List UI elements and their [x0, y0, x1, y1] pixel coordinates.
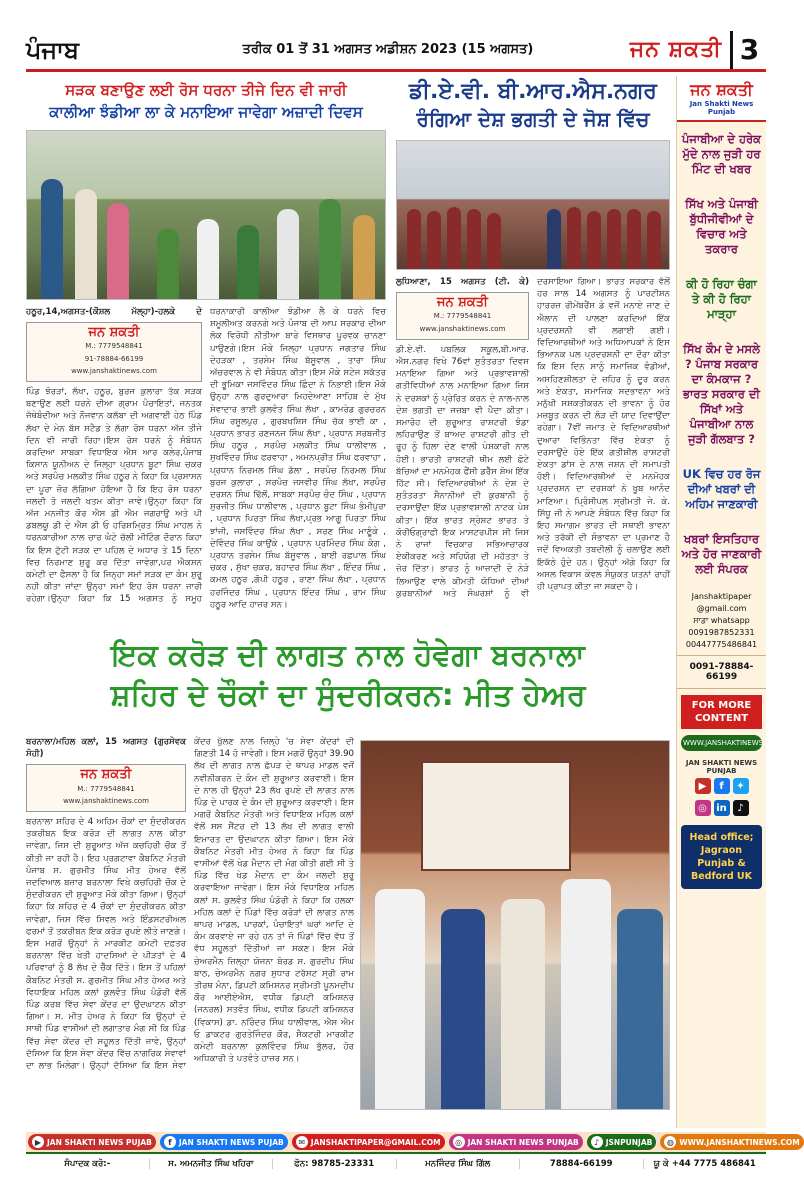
footer-contact-cell: ਯੂ ਕੇ +44 7775 486841	[653, 1159, 756, 1169]
inline-ad-3-web: www.janshaktinews.com	[63, 796, 149, 805]
inline-ad-brand: ਜਨ ਸ਼ਕਤੀ	[88, 325, 140, 341]
sidebar-whatsapp-2: 00447775486841	[685, 640, 758, 649]
footer-social-label: JAN SHAKTI NEWS PUJAB	[47, 1137, 152, 1147]
sidebar-brand-name: ਜਨ ਸ਼ਕਤੀ	[690, 80, 753, 99]
footer-social-icon: ♪	[591, 1136, 603, 1148]
story-dav-headline: ਡੀ.ਏ.ਵੀ. ਬੀ.ਆਰ.ਐਸ.ਨਗਰ	[409, 79, 657, 104]
sidebar-promo-4: ਸਿੱਖ ਕੌਮ ਦੇ ਮਸਲੇ ? ਪੰਜਾਬ ਸਰਕਾਰ ਦਾ ਕੰਮਕਾਜ ? ਭਾਰਤ ਸਰਕਾਰ ਦੀ ਸਿੱਖਾਂ ਅਤੇ ਪੰਜਾਬੀਆ ਨਾਲ ਜੁੜੀ ਗੱਲਬਾਤ ?	[683, 342, 760, 446]
footer-social-row	[26, 1132, 800, 1152]
sidebar-contact	[677, 587, 766, 655]
story-protest-headline: ਸੜਕ ਬਣਾਉਣ ਲਈ ਰੋਸ ਧਰਨਾ ਤੀਜੇ ਦਿਨ ਵੀ ਜਾਰੀ	[65, 81, 347, 99]
story-barnala-headline-block	[26, 636, 670, 716]
twitter-icon[interactable]: ✦	[733, 778, 749, 794]
story-barnala-body	[26, 736, 354, 1128]
social-icons	[677, 775, 766, 797]
dateline: ਤਰੀਕ 01 ਤੋਂ 31 ਅਗਸਤ ਅਡੀਸ਼ਨ 2023 (15 ਅਗਸਤ)	[242, 42, 534, 57]
story-protest-subheadline: ਕਾਲੀਆ ਝੰਡੀਆ ਲਾ ਕੇ ਮਨਾਇਆ ਜਾਵੇਗਾ ਅਜ਼ਾਦੀ ਦਿਵਸ	[49, 103, 363, 121]
footer-social-icon: f	[164, 1136, 176, 1148]
story-barnala-lead: ਬਰਨਾਲਾ/ਮਹਿਲ ਕਲਾਂ, 15 ਅਗਸਤ (ਗੁਰਸੇਵਕ ਸੋਹੀ)	[26, 737, 186, 760]
page-number: 3	[730, 31, 766, 69]
inline-ad-2-brand: ਜਨ ਸ਼ਕਤੀ	[437, 295, 488, 311]
sidebar-whatsapp-1: 0091987852331	[688, 628, 755, 637]
sidebar-email[interactable]: Janshaktipaper @gmail.com	[691, 592, 752, 613]
youtube-icon[interactable]: ▶	[695, 778, 711, 794]
story-dav-lead: ਲੁਧਿਆਣਾ, 15 ਅਗਸਤ (ਟੀ. ਕੇ)	[396, 277, 529, 287]
footer-social-icon: ◎	[453, 1136, 465, 1148]
footer-social-link[interactable]	[28, 1134, 156, 1150]
head-office: Head office; Jagraon Punjab & Bedford UK	[681, 825, 762, 889]
facebook-icon[interactable]: f	[714, 778, 730, 794]
footer-contact-cell: ਮਨਜਿੰਦਰ ਸਿੰਘ ਗਿੱਲ	[397, 1159, 521, 1169]
story-protest-text: ਪਿੰਡ ਝੋਰੜਾਂ, ਲੱਖਾ, ਹਠੂਰ, ਬੁਰਜ ਕੁਲਾਰਾ ਤੱਕ ਸੜਕ ਬਣਾਉਣ ਲਈ ਧਰਨੇ ਦੀਆ ਗ੍ਰਾਮ ਪੰਚਾਇਤਾਂ, ਜਨਤਕ ਜੱਥੇਬੰਦੀਆ ਅਤੇ ਨੌਜਵਾਨ ਕਲੱਬਾ ਦੀ ਅਗਵਾਈ ਹੇਠ ਪਿੰਡ ਲੱਖਾ ਦੇ ਮੇਨ ਬੱਸ ਸਟੈਡ ਤੇ ਲੱਗਾ ਰੋਸ ਧਰਨਾ ਅੱਜ ਤੀਜੇ ਦਿਨ ਵੀ ਜਾਰੀ ਰਿਹਾ।ਇਸ ਰੋਸ ਧਰਨੇ ਨੂੰ ਸੰਬੋਧਨ ਕਰਦਿਆ ਸਾਬਕਾ ਵਿਧਾਇਕ ਐਸ ਆਰ ਕਲੇਰ,ਪੰਜਾਬ ਕਿਸਾਨ ਯੂਨੀਅਨ ਦੇ ਜਿਲ੍ਹਾ ਪ੍ਰਧਾਨ ਬੂਟਾ ਸਿੰਘ ਚਕਰ ਅਤੇ ਸਰਪੰਚ ਮਲਕੀਤ ਸਿੰਘ ਹਠੂਰ ਨੇ ਕਿਹਾ ਕਿ ਪ੍ਰਸਾਸਨ ਦਾ ਪੂਰਾ ਜ਼ੋਰ ਲੱਗਿਆ ਹੋਇਆ ਹੈ ਕਿ ਇਹ ਰੋਸ ਧਰਨਾ ਜਲਦੀ ਤੋ ਜਲਦੀ ਖਤਮ ਕੀਤਾ ਜਾਵੇ।ਉਨ੍ਹਾ ਕਿਹਾ ਕਿ ਅੱਜ ਮਨਜੀਤ ਕੌਰ ਐਸ ਡੀ ਐਮ ਜਗਰਾਉ ਅਤੇ ਪੀ ਡਬਲਯੂ ਡੀ ਦੇ ਐਸ ਡੀ ਓ ਹਰਿਸ਼ਮ੍ਰਿਤ ਸਿੰਘ ਮਾਹਲ ਨੇ ਧਰਨਕਾਰੀਆ ਨਾਲ ਚਾਰ ਘੰਟੇ ਚੱਲੀ ਮੀਟਿੰਗ ਦੌਰਾਨ ਕਿਹਾ ਕਿ ਇਸ ਟੁੱਟੀ ਸੜਕ ਦਾ ਪਹਿਲ ਦੇ ਅਧਾਰ ਤੇ 15 ਦਿਨਾ ਵਿਚ ਨਿਰਮਾਣ ਸ਼ੁਰੂ ਕਰ ਦਿੱਤਾ ਜਾਵੇਗਾ,ਪਰ ਐਕਸ਼ਨ ਕਮੇਟੀ ਦਾ ਫੈਸਲਾ ਹੈ ਕਿ ਜਿਨ੍ਹਾ ਸਮਾਂ ਸੜਕ ਦਾ ਕੰਮ ਸ਼ੁਰੂ ਨਹੀ ਕੀਤਾ ਜਾਂਦਾ ਉਨ੍ਹਾ ਸਮਾਂ ਇਹ ਰੋਸ ਧਰਨਾ ਜਾਰੀ ਰਹੇਗਾ।ਉਨ੍ਹਾ ਕਿਹਾ ਕਿ 15 ਅਗਸਤ ਨੂੰ ਸਮੂਹ ਧਰਨਾਕਾਰੀ ਕਾਲੀਆ ਝੰਡੀਆ ਲੈ ਕੇ ਧਰਨੇ ਵਿਚ ਸ਼ਮੂਲੀਅਤ ਕਰਨਗੇ ਅਤੇ ਪੰਜਾਬ ਦੀ ਆਪ ਸਰਕਾਰ ਦੀਆ ਲੋਕ ਵਿਰੋਧੀ ਨੀਤੀਆ ਬਾਰੇ ਵਿਸਥਾਰ ਪੂਰਵਕ ਚਾਨਣਾ ਪਾਉਣਗੇ।ਇਸ ਮੌਕੇ ਜਿਲ੍ਹਾ ਪ੍ਰਧਾਨ ਜਗਤਾਰ ਸਿੰਘ ਦੇਹੜਕਾ , ਤਰਸੇਮ ਸਿੰਘ ਬੱਸੂਵਾਲ , ਤਾਰਾ ਸਿੰਘ ਅੱਚਰਵਾਲ ਨੇ ਵੀ ਸੰਬੋਧਨ ਕੀਤਾ।ਇਸ ਮੌਕੇ ਸਟੇਜ ਸਕੱਤਰ ਦੀ ਭੂਮਿਕਾ ਜਸਵਿੰਦਰ ਸਿੰਘ ਛਿੰਦਾ ਨੇ ਨਿਭਾਈ।ਇਸ ਮੌਕੇ ਉਨ੍ਹਾ ਨਾਲ ਗੁਰਦੁਆਰਾ ਮਿਹਦੇਆਣਾ ਸਾਹਿਬ ਦੇ ਮੁੱਖ ਸੇਵਾਦਾਰ ਭਾਈ ਕੁਲਵੰਤ ਸਿੰਘ ਲੱਖਾ , ਕਾਮਰੇਡ ਗੁਰਚਰਨ ਸਿੰਘ ਰਸੂਲਪੁਰ , ਗੁਰਬਖਸ਼ਿਸ ਸਿੰਘ ਚੱਕ ਭਾਈ ਕਾ , ਪ੍ਰਧਾਨ ਭਾਰਤ ਰਣਜਨਜ ਸਿੰਘ ਲੱਖਾ , ਪ੍ਰਧਾਨ ਸਰਬਜੀਤ ਸਿੰਘ ਹਠੂਰ , ਸਰਪੰਚ ਮਲਕੀਤ ਸਿੰਘ ਧਾਲੀਵਾਲ , ਸੁਖਵਿੰਦਰ ਸਿੰਘ ਫਰਵਾਹਾ , ਅਮਨਪ੍ਰੀਤ ਸਿੰਘ ਫਰਵਾਹਾ , ਪ੍ਰਧਾਨ ਨਿਰਮਲ ਸਿੰਘ ਡੱਲਾ , ਸਰਪੰਚ ਨਿਰਮਲ ਸਿੰਘ ਬੁਰਜ ਕੁਲਾਰਾ , ਸਰਪੰਚ ਜਸਵੀਰ ਸਿੰਘ ਲੱਖਾ, ਸਰਪੰਚ ਦਰਸ਼ਨ ਸਿੰਘ ਢਿੱਲੋਂ, ਸਾਬਕਾ ਸਰਪੰਚ ਚੰਦ ਸਿੰਘ , ਪ੍ਰਧਾਨ ਸੁਰਜੀਤ ਸਿੰਘ ਧਾਲੀਵਾਲ , ਪ੍ਰਧਾਨ ਬੂਟਾ ਸਿੰਘ ਭੰਮੀਪੁਰਾ , ਪ੍ਰਧਾਨ ਪਿਰਤਾ ਸਿੰਘ ਲੱਖਾ,ਪ੍ਰਭ ਆਗੂ ਪਿਰਤਾ ਸਿੰਘ ਝਾਂਜੀ, ਜਸਵਿੰਦਰ ਸਿੰਘ ਲੱਖਾ , ਸਰਣ ਸਿੰਘ ਮਾਣੂੰਕੇ , ਦੇਵਿੰਦਰ ਸਿੰਘ ਕਾਉਂਕੇ , ਪ੍ਰਧਾਨ ਪ੍ਰਮਿੰਦਰ ਸਿੰਘ ਕੰਗ , ਪ੍ਰਧਾਨ ਤਰਸੇਮ ਸਿੰਘ ਬੱਸੂਵਾਲ , ਬਾਈ ਰਛਪਾਲ ਸਿੰਘ ਚਕਰ , ਸੁੱਖਾ ਚਕਰ, ਬਹਾਦਰ ਸਿੰਘ ਲੱਖਾ , ਇੰਦਰ ਸਿੰਘ , ਕਮਲ ਹਠੂਰ ,ਗੋਪੀ ਹਠੂਰ , ਰਾਣਾ ਸਿੰਘ ਲੱਖਾ , ਪ੍ਰਧਾਨ ਹਰਜਿੰਦਰ ਸਿੰਘ , ਪ੍ਰਧਾਨ ਇੰਦਰ ਸਿੰਘ , ਰਾਮ ਸਿੰਘ ਹਠੂਰ ਆਦਿ ਹਾਜ਼ਰ ਸਨ।	[26, 307, 386, 610]
footer-social-link[interactable]	[587, 1134, 657, 1150]
inline-ad-3-brand: ਜਨ ਸ਼ਕਤੀ	[80, 767, 132, 783]
barnala-photo	[360, 740, 670, 1110]
story-dav-subheadline: ਰੰਗਿਆ ਦੇਸ਼ ਭਗਤੀ ਦੇ ਜੋਸ਼ ਵਿੱਚ	[416, 107, 650, 131]
story-barnala-text: ਬਰਨਾਲਾ ਸ਼ਹਿਰ ਦੇ 4 ਅਹਿਮ ਚੌਕਾਂ ਦਾ ਸੁੰਦਰੀਕਰਨ ਤਕਰੀਬਨ ਇਕ ਕਰੋੜ ਦੀ ਲਾਗਤ ਨਾਲ ਕੀਤਾ ਜਾਵੇਗਾ, ਜਿਸ ਦੀ ਸ਼ੁਰੂਆਤ ਅੱਜ ਕਚਹਿਰੀ ਚੌਕ ਤੋਂ ਕੀਤੀ ਜਾ ਰਹੀ ਹੈ। ਇਹ ਪ੍ਰਗਟਾਵਾ ਕੈਬਨਿਟ ਮੰਤਰੀ ਪੰਜਾਬ ਸ. ਗੁਰਮੀਤ ਸਿੰਘ ਮੀਤ ਹੇਅਰ ਵੱਲੋਂ ਜਦਵਿਆਲ ਬਜ਼ਾਰ ਬਰਨਾਲਾ ਵਿਖੇ ਕਚਹਿਰੀ ਚੌਕ ਦੇ ਸੁੰਦਰੀਕਰਨ ਦੀ ਸ਼ੁਰੂਆਤ ਮੌਕੇ ਕੀਤਾ ਗਿਆ। ਉਨ੍ਹਾਂ ਕਿਹਾ ਕਿ ਸ਼ਹਿਰ ਦੇ 4 ਚੌਕਾਂ ਦਾ ਸੁੰਦਰੀਕਰਨ ਕੀਤਾ ਜਾਵੇਗਾ, ਜਿਸ ਵਿੱਚ ਸਿਵਲ ਅਤੇ ਇੰਡਸਟਰੀਅਲ ਫਰਮਾਂ ਤੋਂ ਤਕਰੀਬਨ ਇਕ ਕਰੋੜ ਰੁਪਏ ਲੀਤੇ ਜਾਣਗੇ। ਇਸ ਮਗਰੋਂ ਉਨ੍ਹਾਂ ਨੇ ਮਾਰਕੀਟ ਕਮੇਟੀ ਦਫ਼ਤਰ ਬਰਨਾਲਾ ਵਿੱਚ ਖੇਤੀ ਹਾਦਸਿਆਂ ਦੇ ਪੀੜਤਾਂ ਦੇ 4 ਪਰਿਵਾਰਾਂ ਨੂੰ 8 ਲੱਖ ਦੇ ਚੈੱਕ ਦਿੱਤੇ। ਇਸ ਤੋਂ ਪਹਿਲਾਂ ਕੈਬਨਿਟ ਮੰਤਰੀ ਸ. ਗੁਰਮੀਤ ਸਿੰਘ ਮੀਤ ਹੇਅਰ ਅਤੇ ਵਿਧਾਇਕ ਮਹਿਲ ਕਲਾਂ ਕੁਲਵੰਤ ਸਿੰਘ ਪੰਡੋਰੀ ਵੱਲੋਂ ਪਿੰਡ ਕਰਬ ਵਿੱਚ ਸੇਵਾ ਕੇਂਦਰ ਦਾ ਉਦਘਾਟਨ ਕੀਤਾ ਗਿਆ। ਸ. ਮੀਤ ਹੇਅਰ ਨੇ ਕਿਹਾ ਕਿ ਉਨ੍ਹਾਂ ਦੇ ਸਾਥੀ ਪਿੰਡ ਵਾਸੀਆਂ ਦੀ ਲਗਾਤਾਰ ਮੰਗ ਸੀ ਕਿ ਪਿੰਡ ਵਿੱਚ ਸੇਵਾ ਕੇਂਦਰ ਦੀ ਸਹੂਲਤ ਦਿੱਤੀ ਜਾਵੇ, ਉਨ੍ਹਾਂ ਦੱਸਿਆ ਕਿ ਇਸ ਸੇਵਾ ਕੇਂਦਰ ਵਿੱਚ ਨਾਗਰਿਕ ਸੇਵਾਵਾਂ ਦਾ ਲਾਭ ਮਿਲੇਗਾ। ਉਨ੍ਹਾਂ ਦੱਸਿਆ ਕਿ ਇਸ ਸੇਵਾ ਕੇਂਦਰ ਖੁੱਲਣ ਨਾਲ ਜ਼ਿਲ੍ਹੇ 'ਚ ਸੇਵਾ ਕੇਂਦਰਾਂ ਦੀ ਗਿਣਤੀ 14 ਹੋ ਜਾਵੇਗੀ। ਇਸ ਮਗਰੋਂ ਉਨ੍ਹਾਂ 39.90 ਲੱਖ ਦੀ ਲਾਗਤ ਨਾਲ ਛੱਪੜ ਦੇ ਥਾਪਰ ਮਾਡਲ ਵਜੋਂ ਨਵੀਨੀਕਰਨ ਦੇ ਕੰਮ ਦੀ ਸ਼ੁਰੂਆਤ ਕਰਵਾਈ। ਇਸ ਦੇ ਨਾਲ ਹੀ ਉਨ੍ਹਾਂ 23 ਲੱਖ ਰੁਪਏ ਦੀ ਲਾਗਤ ਨਾਲ ਪਿੰਡ ਦੇ ਪਾਰਕ ਦੇ ਕੰਮ ਦੀ ਸ਼ੁਰੂਆਤ ਕਰਵਾਈ। ਇਸ ਮਗਰੋਂ ਕੈਬਨਿਟ ਮੰਤਰੀ ਅਤੇ ਵਿਧਾਇਕ ਮਹਿਲ ਕਲਾਂ ਵੱਲੋਂ ਸਸ ਸੈਂਟਰ ਦੀ 13 ਲੱਖ ਦੀ ਲਾਗਤ ਵਾਲੀ ਇਮਾਰਤ ਦਾ ਉਦਘਾਟਨ ਕੀਤਾ ਗਿਆ। ਇਸ ਮੌਕੇ ਕੈਬਨਿਟ ਮੰਤਰੀ ਮੀਤ ਹੇਅਰ ਨੇ ਕਿਹਾ ਕਿ ਪਿੰਡ ਵਾਸੀਆਂ ਵੱਲੋਂ ਖੇਡ ਮੈਦਾਨ ਦੀ ਮੰਗ ਕੀਤੀ ਗਈ ਸੀ ਤੇ ਪਿੰਡ ਵਿੱਚ ਖੇਡ ਮੈਦਾਨ ਦਾ ਕੰਮ ਜਲਦੀ ਸ਼ੁਰੂ ਕਰਵਾਇਆ ਜਾਵੇਗਾ। ਇਸ ਮੌਕੇ ਵਿਧਾਇਕ ਮਹਿਲ ਕਲਾਂ ਸ. ਕੁਲਵੰਤ ਸਿੰਘ ਪੰਡੋਰੀ ਨੇ ਕਿਹਾ ਕਿ ਹਲਕਾ ਮਹਿਲ ਕਲਾਂ ਦੇ ਪਿੰਡਾਂ ਵਿੱਚ ਕਰੋੜਾਂ ਦੀ ਲਾਗਤ ਨਾਲ ਥਾਪਰ ਮਾਡਲ, ਪਾਰਕਾਂ, ਪੰਚਾਇਤਾਂ ਘਰਾਂ ਆਦਿ ਦੇ ਕੰਮ ਕਰਵਾਏ ਜਾ ਰਹੇ ਹਨ ਤਾਂ ਜੋ ਪਿੰਡਾਂ ਵਿੱਚ ਵੱਧ ਤੋਂ ਵੱਧ ਸਹੂਲਤਾਂ ਦਿੱਤੀਆਂ ਜਾ ਸਕਣ। ਇਸ ਮੌਕੇ ਚੇਅਰਮੈਨ ਜ਼ਿਲ੍ਹਾ ਯੋਜਨਾ ਬੋਰਡ ਸ. ਗੁਰਦੀਪ ਸਿੰਘ ਬਾਠ, ਚੇਅਰਮੈਨ ਨਗਰ ਸੁਧਾਰ ਟਰੱਸਟ ਸ੍ਰੀ ਰਾਮ ਤੀਰਥ ਮੰਨਾ, ਡਿਪਟੀ ਕਮਿਸ਼ਨਰ ਸ੍ਰੀਮਤੀ ਪੂਨਮਦੀਪ ਕੌਰ ਆਈਏਐਸ, ਵਧੀਕ ਡਿਪਟੀ ਕਮਿਸ਼ਨਰ (ਜਨਰਲ) ਸਤਵੰਤ ਸਿੰਘ, ਵਧੀਕ ਡਿਪਟੀ ਕਮਿਸ਼ਨਰ (ਵਿਕਾਸ) ਡਾ. ਨਰਿੰਦਰ ਸਿੰਘ ਧਾਲੀਵਾਲ, ਐਸ ਐਮ ਓ ਡਾਕਟਰ ਗੁਰਤੇਜਿੰਦਰ ਕੌਰ, ਸੈਕਟਰੀ ਮਾਰਕੀਟ ਕਮੇਟੀ ਬਰਨਾਲਾ ਕੁਲਵਿੰਦਰ ਸਿੰਘ ਭੁੱਲਰ, ਹੋਰ ਅਧਿਕਾਰੀ ਤੇ ਪਤਵੰਤੇ ਹਾਜ਼ਰ ਸਨ।	[26, 737, 354, 1072]
sidebar-promo-5: UK ਵਿਚ ਹਰ ਰੋਜ ਦੀਆਂ ਖਬਰਾਂ ਦੀ ਅਹਿਮ ਜਾਣਕਾਰੀ	[682, 467, 761, 511]
footer-social-label: JAN SHAKTI NEWS PUNJAB	[467, 1137, 579, 1147]
website-link[interactable]: WWW.JANSHAKTINEWS.COM	[681, 735, 762, 751]
sidebar-brand-sub: Jan Shakti News Punjab	[689, 100, 754, 116]
footer-social-label: JAN SHAKTI NEWS PUJAB	[178, 1137, 284, 1147]
inline-ad-web: www.janshaktinews.com	[71, 366, 157, 375]
inline-ad-3	[26, 764, 186, 812]
footer-social-link[interactable]	[292, 1134, 445, 1150]
story-protest-body	[26, 306, 386, 658]
protest-photo	[26, 130, 386, 300]
story-dav-body	[396, 276, 670, 668]
story-dav	[396, 76, 670, 668]
sidebar-promo-2: ਸਿੱਖ ਅਤੇ ਪੰਜਾਬੀ ਬੁੱਧੀਜੀਵੀਆਂ ਦੇ ਵਿਚਾਰ ਅਤੇ ਤਕਰਾਰ	[685, 197, 758, 256]
tiktok-icon[interactable]: ♪	[733, 800, 749, 816]
footer-contact-cell: ਸੰਪਾਦਕ ਕਰੋ:-	[26, 1159, 150, 1169]
social-title: JAN SHAKTI NEWS PUNJAB	[685, 759, 758, 775]
inline-ad-phone1: M.: 7779548841	[85, 342, 143, 351]
sidebar-promo-6: ਖਬਰਾਂ ਇਸਤਿਹਾਰ ਅਤੇ ਹੋਰ ਜਾਣਕਾਰੀ ਲਈ ਸੰਪਰਕ	[681, 532, 762, 576]
story-protest	[26, 76, 386, 658]
footer-social-link[interactable]	[449, 1134, 583, 1150]
sidebar-promo-3: ਕੀ ਹੋ ਰਿਹਾ ਚੰਗਾ ਤੇ ਕੀ ਹੋ ਰਿਹਾ ਮਾੜ੍ਹਾ	[686, 277, 757, 321]
inline-ad-2-web: www.janshaktinews.com	[419, 324, 506, 333]
footer-social-label: JSNPUNJAB	[605, 1137, 653, 1147]
page-header	[26, 30, 766, 72]
main-content	[26, 76, 670, 1128]
footer-social-link[interactable]	[660, 1134, 803, 1150]
sidebar-brand	[677, 76, 766, 122]
masthead-brand: ਜਨ ਸ਼ਕਤੀ	[629, 37, 722, 62]
inline-ad-3-phone1: M.: 7779548841	[77, 784, 135, 793]
school-photo	[396, 140, 670, 270]
page-footer	[26, 1132, 800, 1178]
inline-ad-2-phone1: M.: 7779548841	[433, 312, 492, 321]
story-barnala-subheadline: ਸ਼ਹਿਰ ਦੇ ਚੌਕਾਂ ਦਾ ਸੁੰਦਰੀਕਰਨ: ਮੀਤ ਹੇਅਰ	[110, 678, 586, 713]
footer-social-icon: ◍	[664, 1136, 676, 1148]
footer-social-icon: ▶	[32, 1136, 44, 1148]
footer-social-label: JANSHAKTIPAPER@GMAIL.COM	[310, 1137, 441, 1147]
section-name: ਪੰਜਾਬ	[26, 35, 79, 64]
footer-contact-cell: ਸ. ਅਮਨਜੀਤ ਸਿੰਘ ਖਹਿਰਾ	[150, 1159, 274, 1169]
sidebar-promo-1: ਪੰਜਾਬੀਆ ਦੇ ਹਰੇਕ ਮੁੱਦੇ ਨਾਲ ਜੁੜੀ ਹਰ ਮਿੰਟ ਦੀ ਖਬਰ	[681, 132, 762, 176]
social-icons-2	[677, 797, 766, 819]
story-dav-text: ਡੀ.ਏ.ਵੀ. ਪਬਲਿਕ ਸਕੂਲ,ਬੀ.ਆਰ. ਐਸ.ਨਗਰ ਵਿਖੇ 76ਵਾਂ ਸੁਤੰਤਰਤਾ ਦਿਵਸ ਮਨਾਇਆ ਗਿਆ ਅਤੇ ਪ੍ਰਭਾਵਸ਼ਾਲੀ ਗਤੀਵਿਧੀਆਂ ਨਾਲ ਮਨਾਇਆ ਗਿਆ ਜਿਸ ਨੇ ਦਰਸ਼ਕਾਂ ਨੂੰ ਪ੍ਰੇਰਿਤ ਕਰਨ ਦੇ ਨਾਲ-ਨਾਲ ਦੇਸ਼ ਭਗਤੀ ਦਾ ਜਜ਼ਬਾ ਵੀ ਪੈਦਾ ਕੀਤਾ। ਸਮਾਰੋਹ ਦੀ ਸ਼ੁਰੂਆਤ ਰਾਸ਼ਟਰੀ ਝੰਡਾ ਲਹਿਰਾਉਣ ਤੋਂ ਬਾਅਦ ਰਾਸ਼ਟਰੀ ਗੀਤ ਦੀ ਰੂਹ ਨੂੰ ਹਿਲਾ ਦੇਣ ਵਾਲੀ ਪੇਸ਼ਕਾਰੀ ਨਾਲ ਹੋਈ। ਭਾਰਤੀ ਰਾਸ਼ਟਰੀ ਥੀਮ ਲਈ ਛੋਟੇ ਬੱਚਿਆਂ ਦਾ ਮਨਮੋਹਕ ਫੈਂਸੀ ਡਰੈੱਸ ਸ਼ੋਅ ਇੱਕ ਹਿੱਟ ਸੀ। ਵਿਦਿਆਰਥੀਆਂ ਨੇ ਦੇਸ਼ ਦੇ ਸੁਤੰਤਰਤਾ ਸੈਨਾਨੀਆਂ ਦੀ ਕੁਰਬਾਨੀ ਨੂੰ ਦਰਸਾਉਂਦਾ ਇੱਕ ਪ੍ਰਭਾਵਸ਼ਾਲੀ ਨਾਟਕ ਪੇਸ਼ ਕੀਤਾ। ਇੱਕ ਭਾਰਤ ਸ੍ਰੇਸ਼ਟ ਭਾਰਤ ਤੇ ਕੋਰੀਓਗ੍ਰਾਫੀ ਇਕ ਮਾਸਟਰਪੀਸ ਸੀ ਜਿਸ ਨੇ ਰਾਜਾਂ ਵਿਚਕਾਰ ਸਭਿਆਚਾਰਕ ਏਕੀਕਰਣ ਅਤੇ ਸਹਿਯੋਗ ਦੀ ਮਹੱਤਤਾ ਤੇ ਜ਼ੋਰ ਦਿੱਤਾ। ਭਾਰਤ ਨੂੰ ਆਜ਼ਾਦੀ ਦੇ ਨੇੜੇ ਲਿਆਉਣ ਵਾਲੇ ਕੀਮਤੀ ਯੋਧਿਆਂ ਦੀਆਂ ਕੁਰਬਾਨੀਆਂ ਅਤੇ ਸੰਘਰਸ਼ਾਂ ਨੂੰ ਵੀ ਦਰਸਾਇਆ ਗਿਆ। ਭਾਰਤ ਸਰਕਾਰ ਵੱਲੋਂ ਹਰ ਸਾਲ 14 ਅਗਸਤ ਨੂੰ ਪਾਰਟੀਸ਼ਨ ਹਾਰਰਜ਼ ਰੀਮੇਂਬਰੈਂਸ ਡੇ ਵਜੋਂ ਮਨਾਏ ਜਾਣ ਦੇ ਐਲਾਨ ਦੀ ਪਾਲਣਾ ਕਰਦਿਆਂ ਇੱਕ ਪ੍ਰਦਰਸ਼ਨੀ ਵੀ ਲਗਾਈ ਗਈ। ਵਿਦਿਆਰਥੀਆਂ ਅਤੇ ਅਧਿਆਪਕਾਂ ਨੇ ਇਸ ਭਿਆਨਕ ਪਲ ਪ੍ਰਦਰਸ਼ਨੀ ਦਾ ਦੌਰਾ ਕੀਤਾ ਕਿ ਇਸ ਦਿਨ ਸਾਨੂੰ ਸਮਾਜਿਕ ਵੰਡੀਆਂ, ਅਸਹਿਣਸ਼ੀਲਤਾ ਦੇ ਜ਼ਹਿਰ ਨੂੰ ਦੂਰ ਕਰਨ ਅਤੇ ਏਕਤਾ, ਸਮਾਜਿਕ ਸਦਭਾਵਨਾ ਅਤੇ ਮਨੁੱਖੀ ਸਸ਼ਕਤੀਕਰਨ ਦੀ ਭਾਵਨਾ ਨੂੰ ਹੋਰ ਮਜ਼ਬੂਤ ਕਰਨ ਦੀ ਲੋੜ ਦੀ ਯਾਦ ਦਿਵਾਉਂਦਾ ਰਹੇਗਾ। 7ਵੀਂ ਜਮਾਤ ਦੇ ਵਿਦਿਆਰਥੀਆਂ ਦੁਆਰਾ ਵਿਭਿੰਨਤਾ ਵਿੱਚ ਏਕਤਾ ਨੂੰ ਦਰਸਾਉਂਦੇ ਹੋਏ ਇੱਕ ਗਤੀਸ਼ੀਲ ਰਾਸ਼ਟਰੀ ਏਕਤਾ ਡਾਂਸ ਦੇ ਨਾਲ ਜਸ਼ਨ ਦੀ ਸਮਾਪਤੀ ਹੋਈ। ਵਿਦਿਆਰਥੀਆਂ ਦੇ ਮਨਮੋਹਕ ਪ੍ਰਦਰਸ਼ਨ ਦਾ ਦਰਸ਼ਕਾਂ ਨੇ ਖੂਬ ਆਨੰਦ ਮਾਣਿਆ। ਪ੍ਰਿੰਸੀਪਲ ਸ੍ਰੀਮਤੀ ਜੇ. ਕੇ. ਸਿੱਧੂ ਜੀ ਨੇ ਆਪਣੇ ਸੰਬੋਧਨ ਵਿੱਚ ਕਿਹਾ ਕਿ ਇਹ ਸਮਾਗਮ ਭਾਰਤ ਦੀ ਸਥਾਈ ਭਾਵਨਾ ਅਤੇ ਤਰੱਕੀ ਦੀ ਸੰਭਾਵਨਾ ਦਾ ਪ੍ਰਮਾਣ ਹੈ ਜਦੋਂ ਵਿਅਕਤੀ ਤਬਦੀਲੀ ਨੂੰ ਚਲਾਉਣ ਲਈ ਇਕੱਠੇ ਹੁੰਦੇ ਹਨ। ਉਨ੍ਹਾਂ ਅੱਗੇ ਕਿਹਾ ਕਿ ਅਸਲ ਵਿਕਾਸ ਕੇਵਲ ਸੰਯੁਕਤ ਯਤਨਾਂ ਰਾਹੀਂ ਹੀ ਪ੍ਰਾਪਤ ਕੀਤਾ ਜਾ ਸਕਦਾ ਹੈ।	[396, 277, 670, 599]
footer-social-label: WWW.JANSHAKTINEWS.COM	[679, 1137, 800, 1147]
sidebar	[676, 76, 782, 1128]
story-protest-lead: ਹਠੂਰ,14,ਅਗਸਤ-(ਕੌਸ਼ਲ ਮੱਲ੍ਹਾ)-ਹਲਕੇ ਦੇ	[26, 307, 202, 317]
linkedin-icon[interactable]: in	[714, 800, 730, 816]
story-barnala-headline: ਇਕ ਕਰੋੜ ਦੀ ਲਾਗਤ ਨਾਲ ਹੋਵੇਗਾ ਬਰਨਾਲਾ	[111, 638, 585, 673]
more-content-banner: FOR MORE CONTENT	[681, 695, 762, 729]
footer-contact-cell: 78884-66199	[520, 1159, 644, 1169]
sidebar-phone: 0091-78884-66199	[677, 655, 766, 689]
footer-contact-cell: ਫੋਨ: 98785-23331	[273, 1159, 397, 1169]
inline-ad-phone2: 91-78884-66199	[84, 354, 144, 363]
sidebar-whatsapp-label: ਸਾਡਾ whatsapp	[693, 616, 750, 625]
instagram-icon[interactable]: ◎	[695, 800, 711, 816]
footer-contact-row	[26, 1152, 766, 1174]
inline-ad-2	[396, 292, 529, 340]
footer-social-link[interactable]	[160, 1134, 288, 1150]
footer-social-icon: ✉	[296, 1136, 308, 1148]
inline-ad	[26, 322, 202, 382]
